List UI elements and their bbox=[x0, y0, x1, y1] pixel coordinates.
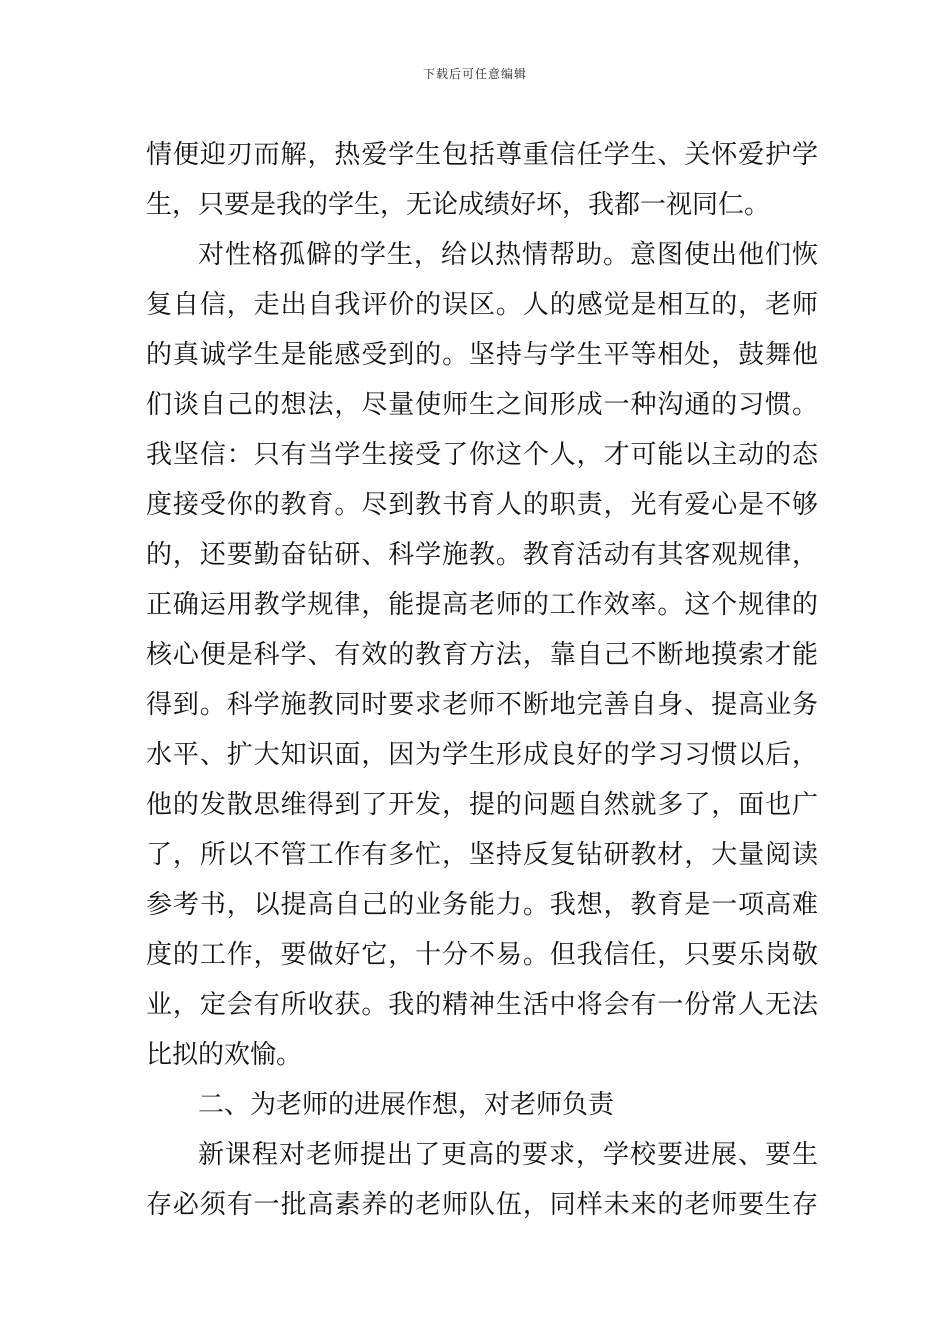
text-line: 度接受你的教育。尽到教书育人的职责，光有爱心是不够 bbox=[146, 490, 818, 520]
document-body bbox=[146, 130, 818, 1230]
text-line: 了，所以不管工作有多忙，坚持反复钻研教材，大量阅读 bbox=[146, 840, 818, 870]
text-line: 得到。科学施教同时要求老师不断地完善自身、提高业务 bbox=[146, 690, 818, 720]
text-line: 正确运用教学规律，能提高老师的工作效率。这个规律的 bbox=[146, 590, 818, 620]
text-line: 参考书，以提高自己的业务能力。我想，教育是一项高难 bbox=[146, 890, 818, 920]
text-line: 存必须有一批高素养的老师队伍，同样未来的老师要生存 bbox=[146, 1190, 818, 1220]
text-line: 的，还要勤奋钻研、科学施教。教育活动有其客观规律， bbox=[146, 540, 818, 570]
text-line: 核心便是科学、有效的教育方法，靠自己不断地摸索才能 bbox=[146, 640, 818, 670]
text-line: 对性格孤僻的学生，给以热情帮助。意图使出他们恢 bbox=[198, 240, 818, 270]
text-line: 新课程对老师提出了更高的要求，学校要进展、要生 bbox=[198, 1140, 818, 1170]
text-line: 复自信，走出自我评价的误区。人的感觉是相互的，老师 bbox=[146, 290, 818, 320]
text-line: 比拟的欢愉。 bbox=[146, 1040, 303, 1070]
text-line: 度的工作，要做好它，十分不易。但我信任，只要乐岗敬 bbox=[146, 940, 818, 970]
section-heading: 二、为老师的进展作想，对老师负责 bbox=[198, 1090, 615, 1120]
text-line: 们谈自己的想法，尽量使师生之间形成一种沟通的习惯。 bbox=[146, 390, 818, 420]
text-line: 我坚信：只有当学生接受了你这个人，才可能以主动的态 bbox=[146, 440, 818, 470]
text-line: 业，定会有所收获。我的精神生活中将会有一份常人无法 bbox=[146, 990, 818, 1020]
text-line: 生，只要是我的学生，无论成绩好坏，我都一视同仁。 bbox=[146, 190, 771, 220]
text-line: 情便迎刃而解，热爱学生包括尊重信任学生、关怀爱护学 bbox=[146, 140, 818, 170]
text-line: 他的发散思维得到了开发，提的问题自然就多了，面也广 bbox=[146, 790, 818, 820]
page-header: 下载后可任意编辑 bbox=[422, 67, 527, 81]
text-line: 的真诚学生是能感受到的。坚持与学生平等相处，鼓舞他 bbox=[146, 340, 818, 370]
text-line: 水平、扩大知识面，因为学生形成良好的学习习惯以后， bbox=[146, 740, 818, 770]
